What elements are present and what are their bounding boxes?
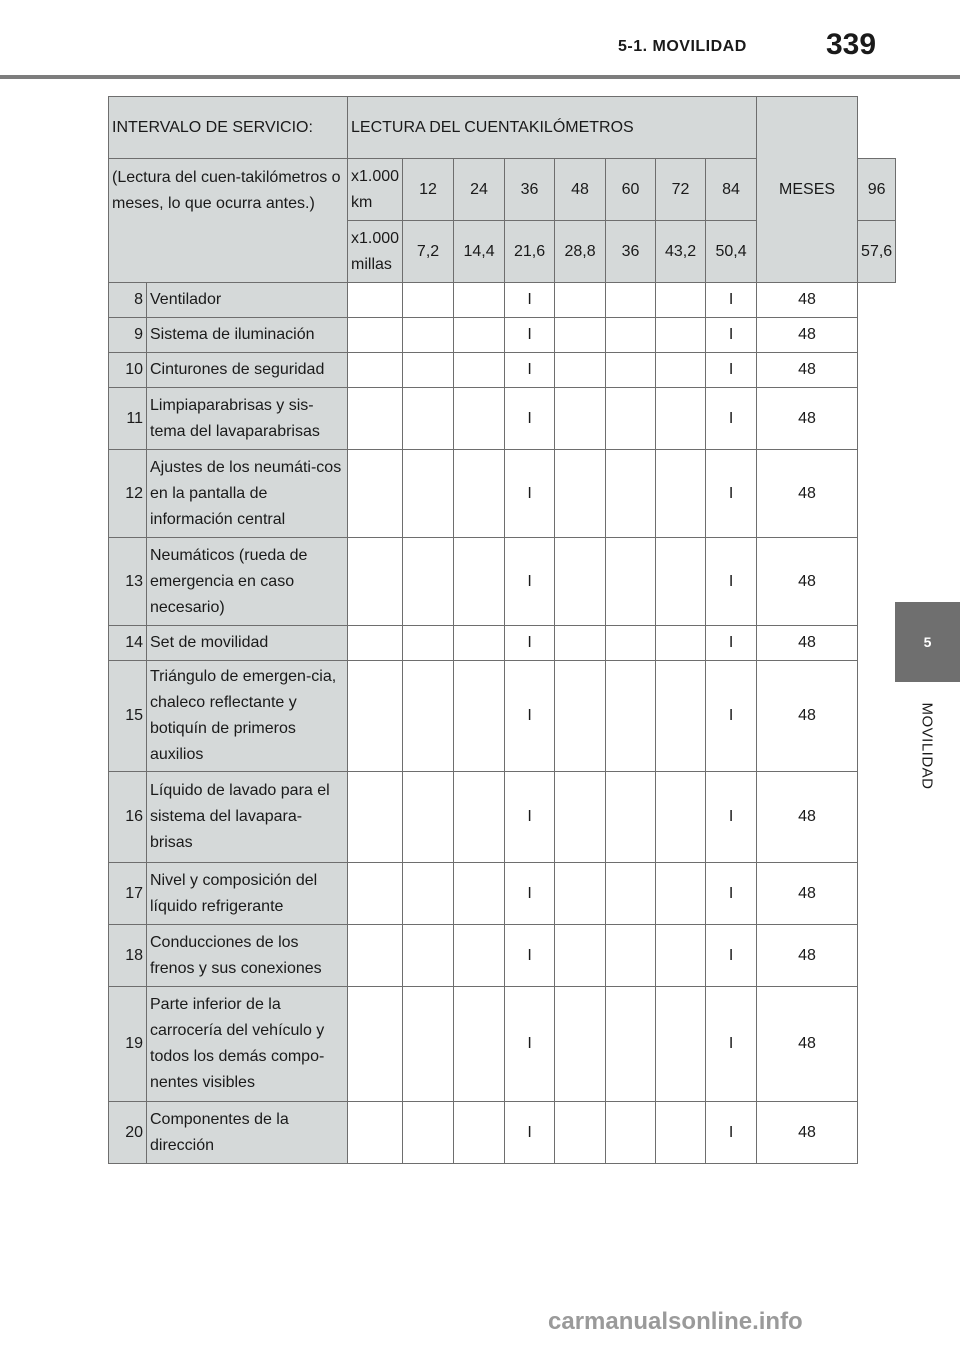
inspection-mark: I (505, 626, 555, 661)
item-number: 8 (109, 283, 147, 318)
inspection-mark (555, 450, 606, 538)
inspection-mark: I (706, 450, 757, 538)
inspection-mark: I (706, 283, 757, 318)
item-number: 10 (109, 353, 147, 388)
miles-value: 28,8 (555, 221, 606, 283)
table-row (109, 538, 896, 626)
months-value: 48 (757, 538, 858, 626)
item-description: Componentes de la dirección (147, 1102, 348, 1164)
inspection-mark: I (505, 353, 555, 388)
inspection-mark: I (706, 661, 757, 772)
inspection-mark: I (505, 318, 555, 353)
service-interval-header: INTERVALO DE SERVICIO: (109, 97, 348, 159)
inspection-mark (606, 661, 656, 772)
inspection-mark (555, 538, 606, 626)
inspection-mark: I (706, 318, 757, 353)
months-value: 48 (757, 987, 858, 1102)
item-description: Neumáticos (rueda de emergencia en caso necesario) (147, 538, 348, 626)
item-description: Set de movilidad (147, 626, 348, 661)
miles-unit: x1.000 millas (348, 221, 403, 283)
inspection-mark (403, 863, 454, 925)
months-value: 48 (757, 388, 858, 450)
inspection-mark (656, 353, 706, 388)
inspection-mark (606, 772, 656, 863)
table-row (109, 772, 896, 863)
km-value: 72 (656, 159, 706, 221)
inspection-mark (606, 538, 656, 626)
inspection-mark (656, 318, 706, 353)
inspection-mark (606, 626, 656, 661)
inspection-mark (403, 450, 454, 538)
table-row (109, 388, 896, 450)
inspection-mark (454, 538, 505, 626)
item-number: 9 (109, 318, 147, 353)
inspection-mark (348, 1102, 403, 1164)
inspection-mark: I (706, 987, 757, 1102)
inspection-mark: I (505, 987, 555, 1102)
inspection-mark (555, 626, 606, 661)
inspection-mark (454, 283, 505, 318)
km-value: 96 (858, 159, 896, 221)
inspection-mark (656, 987, 706, 1102)
months-header: MESES (757, 97, 858, 283)
inspection-mark: I (505, 661, 555, 772)
inspection-mark (454, 863, 505, 925)
table-row (109, 987, 896, 1102)
item-number: 18 (109, 925, 147, 987)
inspection-mark (454, 626, 505, 661)
inspection-mark (403, 538, 454, 626)
item-number: 17 (109, 863, 147, 925)
inspection-mark (555, 987, 606, 1102)
item-number: 12 (109, 450, 147, 538)
inspection-mark: I (706, 925, 757, 987)
inspection-mark (348, 538, 403, 626)
inspection-mark (403, 318, 454, 353)
inspection-mark (454, 772, 505, 863)
item-description: Líquido de lavado para el sistema del lavapara-brisas (147, 772, 348, 863)
inspection-mark: I (706, 626, 757, 661)
table-row (109, 283, 896, 318)
table-row (109, 318, 896, 353)
inspection-mark: I (505, 450, 555, 538)
inspection-mark: I (706, 353, 757, 388)
inspection-mark (606, 1102, 656, 1164)
inspection-mark (454, 661, 505, 772)
item-description: Ajustes de los neumáti-cos en la pantalla de información central (147, 450, 348, 538)
item-description: Cinturones de seguridad (147, 353, 348, 388)
item-number: 20 (109, 1102, 147, 1164)
inspection-mark (403, 283, 454, 318)
watermark: carmanualsonline.info (548, 1308, 803, 1335)
inspection-mark (656, 538, 706, 626)
item-description: Conducciones de los frenos y sus conexiones (147, 925, 348, 987)
item-number: 14 (109, 626, 147, 661)
inspection-mark (656, 388, 706, 450)
inspection-mark: I (706, 863, 757, 925)
inspection-mark (454, 353, 505, 388)
inspection-mark: I (505, 538, 555, 626)
inspection-mark (348, 661, 403, 772)
inspection-mark: I (505, 925, 555, 987)
inspection-mark (403, 987, 454, 1102)
item-number: 19 (109, 987, 147, 1102)
inspection-mark (555, 661, 606, 772)
inspection-mark (348, 283, 403, 318)
inspection-mark (606, 863, 656, 925)
inspection-mark (454, 925, 505, 987)
inspection-mark (656, 450, 706, 538)
inspection-mark (555, 1102, 606, 1164)
table-row (109, 863, 896, 925)
miles-value: 14,4 (454, 221, 505, 283)
months-value: 48 (757, 283, 858, 318)
item-number: 13 (109, 538, 147, 626)
months-value: 48 (757, 353, 858, 388)
interval-note: (Lectura del cuen-takilómetros o meses, lo que ocurra antes.) (109, 159, 348, 283)
table-row (109, 353, 896, 388)
inspection-mark (454, 318, 505, 353)
item-description: Limpiaparabrisas y sis-tema del lavaparabrisas (147, 388, 348, 450)
inspection-mark (348, 318, 403, 353)
inspection-mark (555, 283, 606, 318)
inspection-mark: I (505, 388, 555, 450)
inspection-mark: I (706, 388, 757, 450)
inspection-mark: I (505, 1102, 555, 1164)
km-value: 12 (403, 159, 454, 221)
km-value: 36 (505, 159, 555, 221)
inspection-mark (555, 925, 606, 987)
inspection-mark (606, 283, 656, 318)
inspection-mark (403, 388, 454, 450)
inspection-mark: I (505, 283, 555, 318)
chapter-tab (895, 602, 960, 682)
inspection-mark (656, 626, 706, 661)
item-number: 15 (109, 661, 147, 772)
maintenance-schedule-table (108, 96, 896, 1164)
inspection-mark: I (706, 1102, 757, 1164)
inspection-mark (656, 283, 706, 318)
km-unit: x1.000 km (348, 159, 403, 221)
miles-value: 21,6 (505, 221, 555, 283)
item-number: 11 (109, 388, 147, 450)
inspection-mark (606, 987, 656, 1102)
inspection-mark (555, 863, 606, 925)
odometer-header: LECTURA DEL CUENTAKILÓMETROS (348, 97, 757, 159)
km-value: 24 (454, 159, 505, 221)
inspection-mark (555, 318, 606, 353)
inspection-mark (606, 388, 656, 450)
inspection-mark (454, 1102, 505, 1164)
item-description: Nivel y composición del líquido refrigerante (147, 863, 348, 925)
table-row (109, 925, 896, 987)
inspection-mark (348, 772, 403, 863)
months-value: 48 (757, 772, 858, 863)
inspection-mark (348, 626, 403, 661)
inspection-mark (606, 318, 656, 353)
inspection-mark (403, 772, 454, 863)
inspection-mark (656, 661, 706, 772)
chapter-number: 5 (923, 634, 932, 650)
miles-value: 7,2 (403, 221, 454, 283)
inspection-mark (656, 1102, 706, 1164)
inspection-mark (348, 450, 403, 538)
inspection-mark (656, 925, 706, 987)
item-description: Ventilador (147, 283, 348, 318)
inspection-mark (348, 925, 403, 987)
table-row (109, 450, 896, 538)
table-row (109, 1102, 896, 1164)
inspection-mark (403, 661, 454, 772)
item-number: 16 (109, 772, 147, 863)
inspection-mark (348, 388, 403, 450)
section-title: 5-1. MOVILIDAD (618, 38, 747, 55)
inspection-mark (555, 772, 606, 863)
km-value: 48 (555, 159, 606, 221)
item-description: Triángulo de emergen-cia, chaleco reflectante y botiquín de primeros auxilios (147, 661, 348, 772)
months-value: 48 (757, 318, 858, 353)
miles-value: 36 (606, 221, 656, 283)
miles-value: 57,6 (858, 221, 896, 283)
inspection-mark (403, 925, 454, 987)
months-value: 48 (757, 1102, 858, 1164)
inspection-mark (656, 772, 706, 863)
inspection-mark (555, 353, 606, 388)
inspection-mark (403, 353, 454, 388)
inspection-mark (606, 353, 656, 388)
months-value: 48 (757, 661, 858, 772)
months-value: 48 (757, 450, 858, 538)
km-value: 84 (706, 159, 757, 221)
inspection-mark (656, 863, 706, 925)
inspection-mark (403, 626, 454, 661)
inspection-mark (348, 863, 403, 925)
months-value: 48 (757, 863, 858, 925)
miles-value: 50,4 (706, 221, 757, 283)
inspection-mark (555, 388, 606, 450)
inspection-mark (348, 987, 403, 1102)
inspection-mark (348, 353, 403, 388)
header-divider (0, 75, 960, 79)
months-value: 48 (757, 925, 858, 987)
inspection-mark: I (706, 772, 757, 863)
km-value: 60 (606, 159, 656, 221)
table-row (109, 661, 896, 772)
inspection-mark (454, 450, 505, 538)
table-row (109, 626, 896, 661)
inspection-mark: I (505, 772, 555, 863)
item-description: Parte inferior de la carrocería del vehículo y todos los demás compo-nentes visibles (147, 987, 348, 1102)
inspection-mark (454, 388, 505, 450)
page-number: 339 (826, 28, 877, 61)
chapter-label: MOVILIDAD (918, 702, 936, 790)
inspection-mark (606, 925, 656, 987)
inspection-mark: I (505, 863, 555, 925)
months-value: 48 (757, 626, 858, 661)
inspection-mark (454, 987, 505, 1102)
miles-value: 43,2 (656, 221, 706, 283)
item-description: Sistema de iluminación (147, 318, 348, 353)
inspection-mark (606, 450, 656, 538)
inspection-mark: I (706, 538, 757, 626)
inspection-mark (403, 1102, 454, 1164)
